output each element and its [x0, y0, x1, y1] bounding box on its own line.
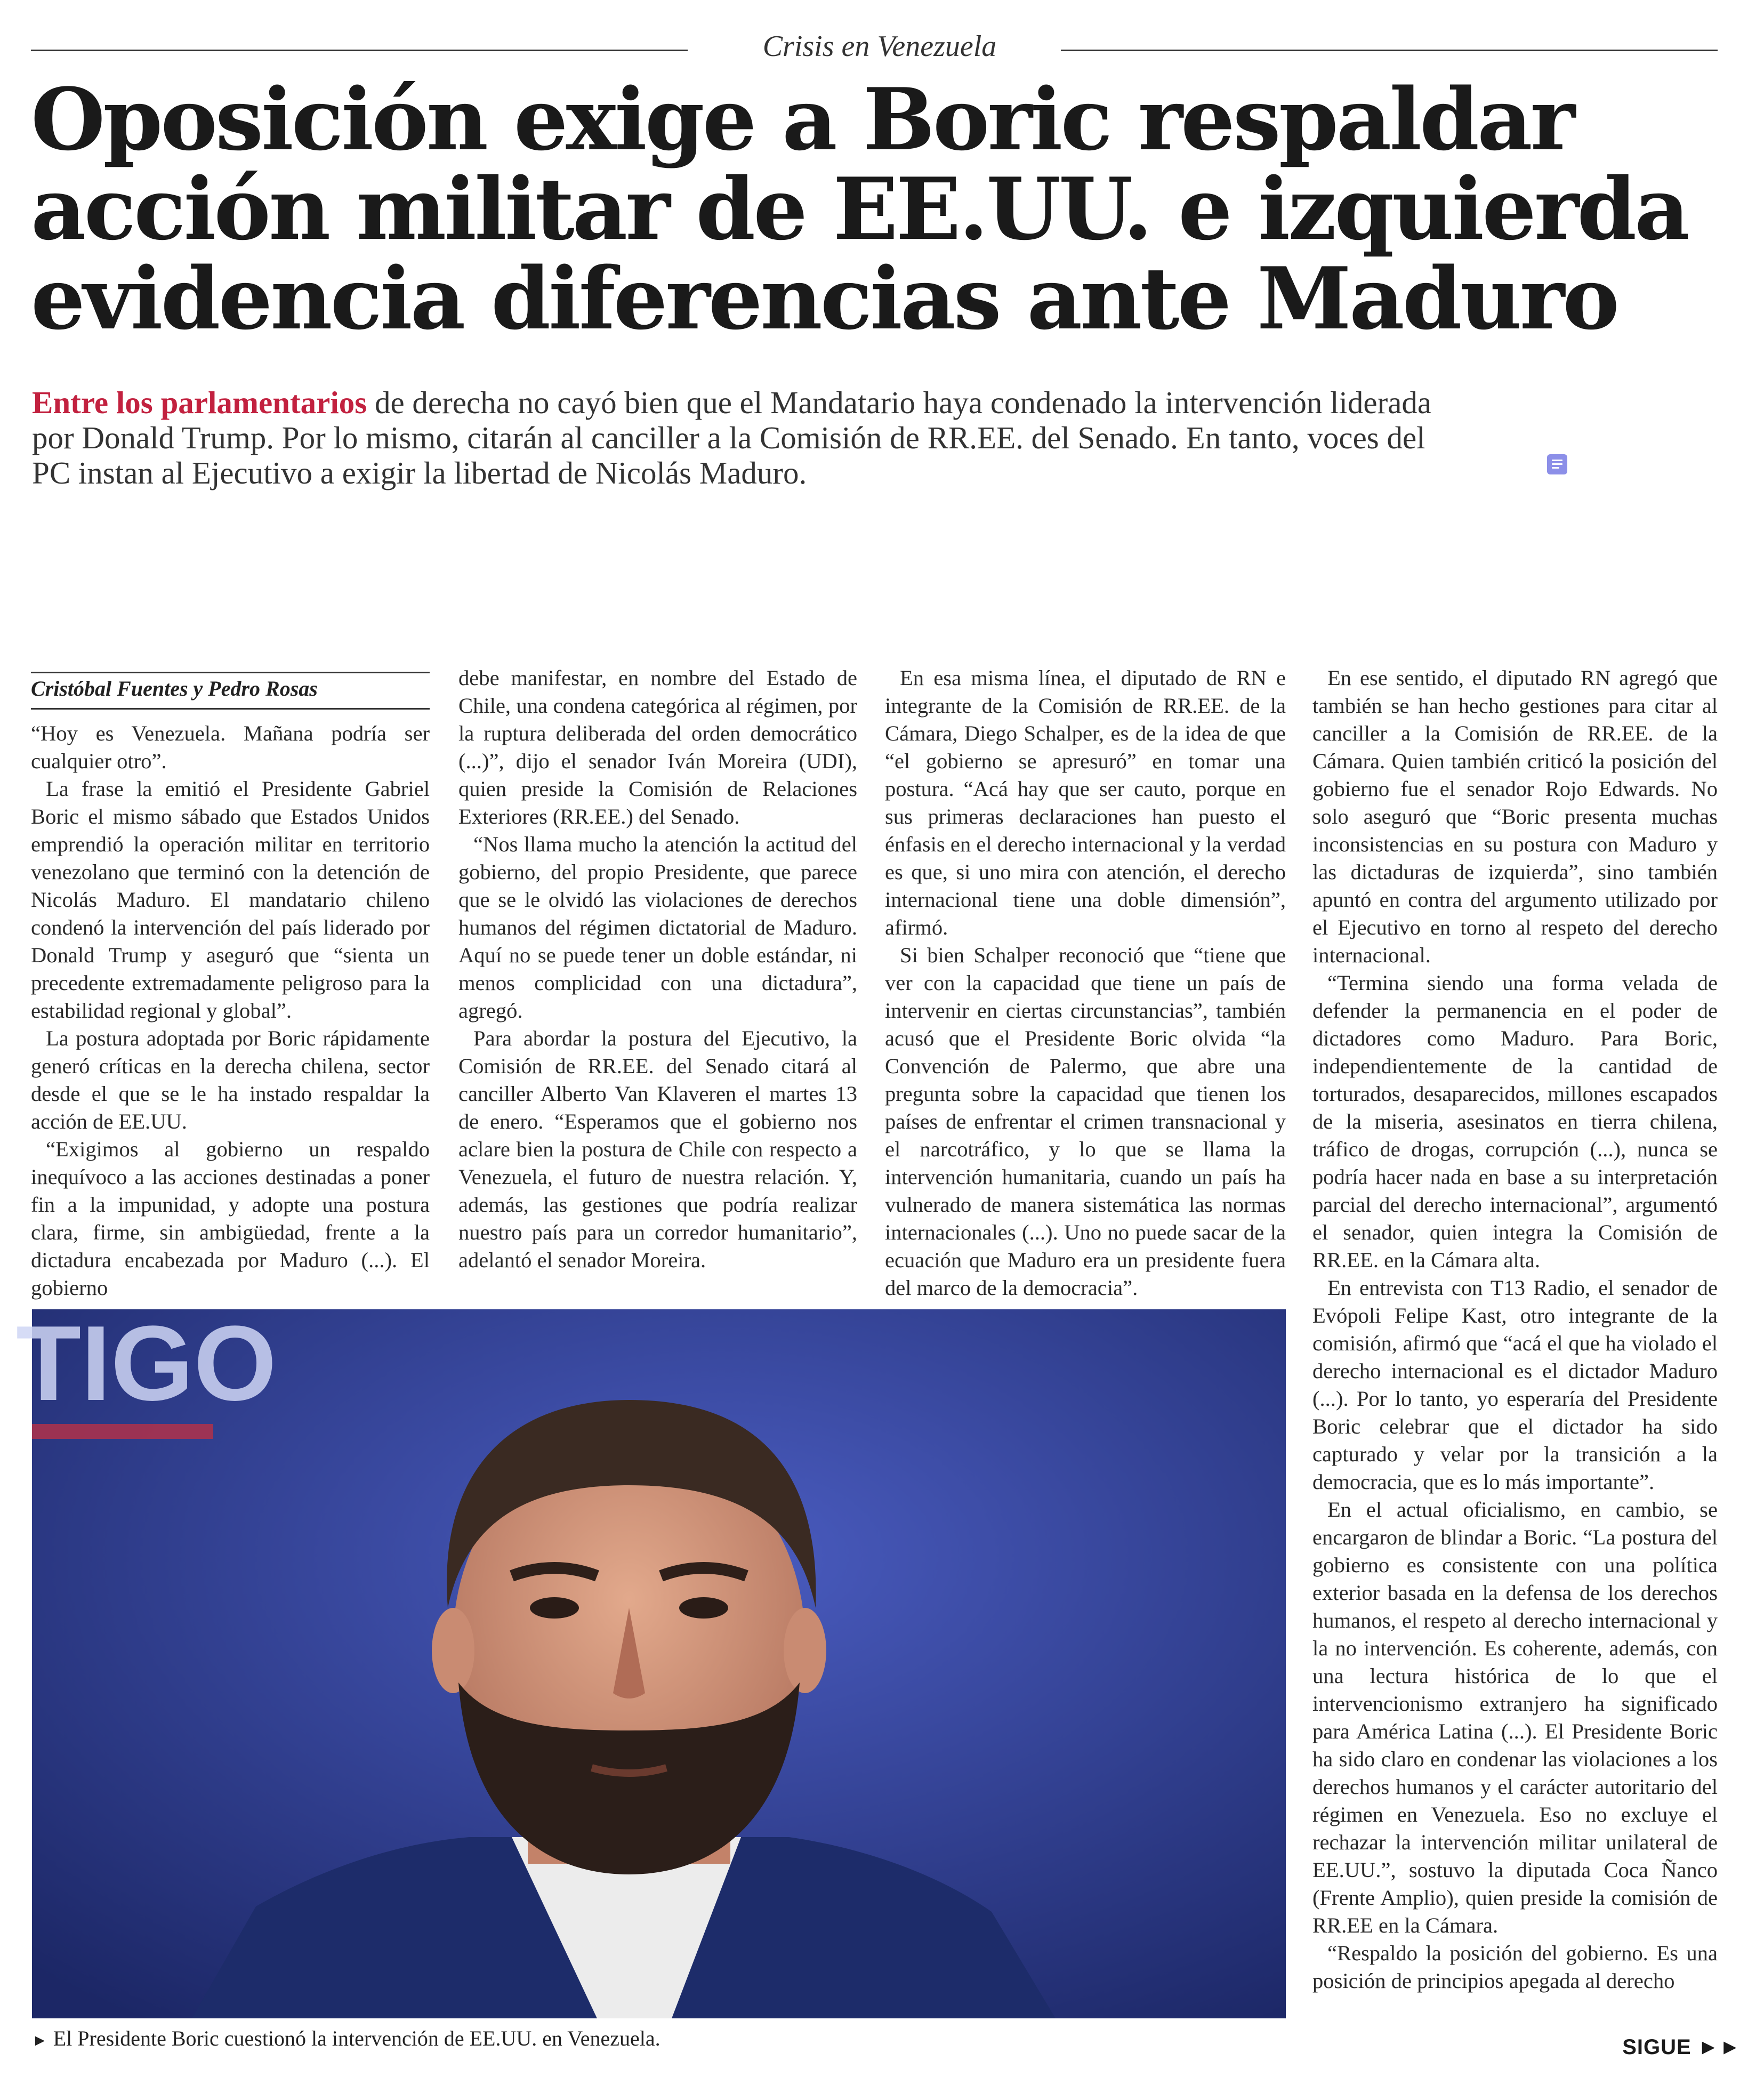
paragraph: “Hoy es Venezuela. Mañana podría ser cualquier otro”.	[31, 721, 430, 773]
paragraph: La frase la emitió el Presidente Gabriel Boric el mismo sábado que Estados Unidos emprendió la operación militar en territorio venezolano que terminó con la detención de Nicolás Maduro. El mandatario chileno condenó la intervención del país liderado por Donald Trump y aseguró que “sienta un precedente extremadamente peligroso para la estabilidad regional y global”.	[31, 777, 430, 1023]
byline-rule-bottom	[31, 708, 430, 710]
byline-rule-top	[31, 672, 430, 673]
paragraph: Para abordar la postura del Ejecutivo, la Comisión de RR.EE. del Senado citará al canciller Alberto Van Klaveren el martes 13 de enero. “Esperamos que el gobierno nos aclare bien la postura de Chile con respecto a Venezuela, el futuro de nuestra relación. Y, además, las gestiones que podría realizar nuestro país para un corredor humanitario”, adelantó el senador Moreira.	[458, 1026, 857, 1272]
ear-left	[432, 1608, 474, 1693]
photo-president-boric	[16, 1304, 1286, 2018]
section-rule-left	[31, 50, 688, 51]
article-column-2	[458, 664, 857, 1279]
paragraph: La postura adoptada por Boric rápidamente generó críticas en la derecha chilena, sector desde el que se le ha instado respaldar la acción de EE.UU.	[31, 1026, 430, 1133]
photo-caption	[32, 2026, 1290, 2051]
article-column-3	[885, 664, 1286, 1300]
paragraph: “Respaldo la posición del gobierno. Es una posición de principios apegada al derecho	[1312, 1941, 1718, 1993]
headline: Oposición exige a Boric respaldar acción militar de EE.UU. e izquierda evidencia diferencias ante Maduro	[31, 69, 1688, 349]
lede	[32, 385, 1471, 490]
caption-marker: ►	[32, 2032, 48, 2049]
section-label: Crisis en Venezuela	[762, 30, 997, 63]
backdrop-red-stripe	[32, 1424, 213, 1439]
eye-left	[530, 1597, 579, 1619]
ear-right	[784, 1608, 826, 1693]
paragraph: “Exigimos al gobierno un respaldo inequívoco a las acciones destinadas a poner fin a la impunidad, y adopte una postura clara, firme, sin ambigüedad, frente a la dictadura encabezada por Maduro (...). El gobierno	[31, 1137, 430, 1300]
paragraph: En ese sentido, el diputado RN agregó que también se han hecho gestiones para citar al canciller a la Comisión de RR.EE. de la Cámara. Quien también criticó la posición del gobierno fue el senador Rojo Edwards. No solo aseguró que “Boric presenta muchas inconsistencias en su postura con Maduro y las dictaduras de izquierda”, sino también apuntó en contra del argumento utilizado por el Ejecutivo en torno al respeto del derecho internacional.	[1312, 666, 1718, 967]
article-column-4	[1312, 664, 1718, 2002]
continue-label[interactable]: SIGUE ►►	[1622, 2035, 1741, 2059]
paragraph: “Termina siendo una forma velada de defender la permanencia en el poder de dictadores como Maduro. Para Boric, independientemente de la cantidad de torturados, desaparecidos, millones escapados de la miseria, asesinatos en tierra chilena, tráfico de drogas, corrupción (...), nunca se podría hacer nada en base a su interpretación parcial del derecho internacional”, argumentó el senador, quien integra la Comisión de RR.EE. en la Cámara alta.	[1312, 971, 1718, 1272]
article-column-1	[31, 720, 430, 1300]
eye-right	[679, 1597, 728, 1619]
lede-text: de derecha no cayó bien que el Mandatario haya condenado la intervención liderada por Donald Trump. Por lo mismo, citarán al canciller a la Comisión de RR.EE. del Senado. En tanto, voces del PC instan al Ejecutivo a exigir la libertad de Nicolás Maduro.	[32, 385, 1432, 490]
paragraph: Si bien Schalper reconoció que “tiene que ver con la capacidad que tiene un país de intervenir en ciertas circunstancias”, también acusó que el Presidente Boric olvida “la Convención de Palermo, que abre una pregunta sobre la capacidad que tienen los países de enfrentar el crimen transnacional y el narcotráfico, y lo que se llama la intervención humanitaria, cuando un país ha vulnerado de manera sistemática las normas internacionales (...). Uno no puede sacar de la ecuación que Maduro era un presidente fuera del marco de la democracia”.	[885, 943, 1286, 1300]
byline: Cristóbal Fuentes y Pedro Rosas	[31, 677, 318, 701]
paragraph: “Nos llama mucho la atención la actitud del gobierno, del propio Presidente, que parece que se le olvidó las violaciones de derechos humanos del régimen dictatorial de Maduro. Aquí no se puede tener un doble estándar, ni menos complicidad con una dictadura”, agregó.	[458, 832, 857, 1023]
caption-text: El Presidente Boric cuestionó la intervención de EE.UU. en Venezuela.	[53, 2026, 661, 2050]
paragraph: En el actual oficialismo, en cambio, se encargaron de blindar a Boric. “La postura del gobierno es consistente con una política exterior basada en la defensa de los derechos humanos, el respeto al derecho internacional y la no intervención. Es coherente, además, con una lectura histórica de lo que el intervencionismo extranjero ha significado para América Latina (...). El Presidente Boric ha sido claro en condenar las violaciones a los derechos humanos y el carácter autoritario del régimen en Venezuela. Eso no excluye el rechazar la intervención militar unilateral de EE.UU.”, sostuvo la diputada Coca Ñanco (Frente Amplio), quien preside la comisión de RR.EE en la Cámara.	[1312, 1498, 1718, 1937]
section-rule-right	[1061, 50, 1718, 51]
paragraph: En entrevista con T13 Radio, el senador de Evópoli Felipe Kast, otro integrante de la comisión, afirmó que “acá el que ha violado el derecho internacional es el dictador Maduro (...). Por lo tanto, yo esperaría del Presidente Boric celebrar que el dictador ha sido capturado y velar por la transición a la democracia, que es lo más importante”.	[1312, 1276, 1718, 1494]
backdrop-logo-text: TIGO	[16, 1304, 277, 1423]
paragraph: debe manifestar, en nombre del Estado de Chile, una condena categórica al régimen, por la ruptura deliberada del orden democrático (...)”, dijo el senador Iván Moreira (UDI), quien preside la Comisión de Relaciones Exteriores (RR.EE.) del Senado.	[458, 666, 857, 828]
lede-lead: Entre los parlamentarios	[32, 385, 367, 420]
paragraph: En esa misma línea, el diputado de RN e integrante de la Comisión de RR.EE. de la Cámara, Diego Schalper, es de la idea de que “el gobierno se apresuró” en tomar una postura. “Acá hay que ser cauto, porque en sus primeras declaraciones han puesto el énfasis en el derecho internacional y la verdad es que, si uno mira con atención, el derecho internacional tiene una doble dimensión”, afirmó.	[885, 666, 1286, 939]
note-icon[interactable]	[1547, 454, 1567, 474]
